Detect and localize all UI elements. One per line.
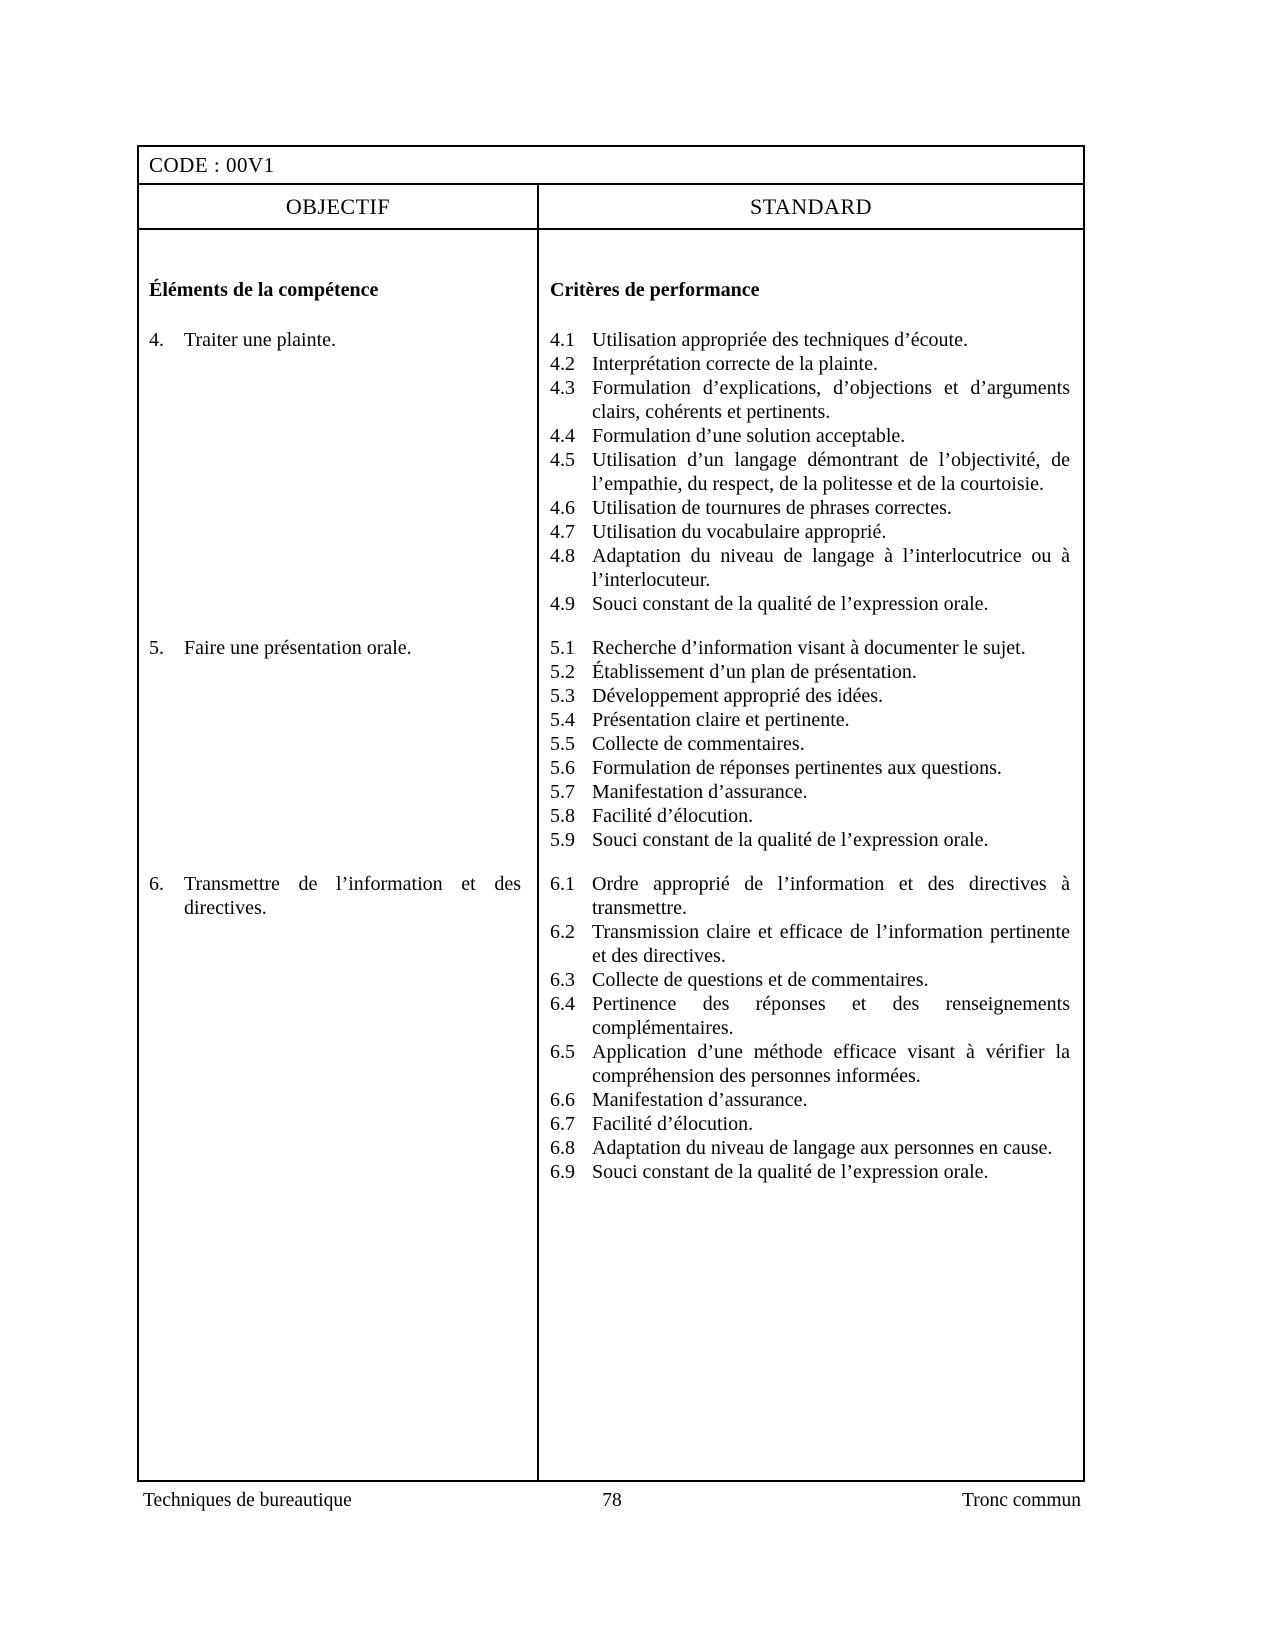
criterion-number: 4.9 [550,593,575,615]
table-header-row [139,185,1083,230]
criteria-cell [539,328,1083,616]
criterion-item [550,376,1070,424]
criterion-item [550,352,1070,376]
criterion-number: 5.1 [550,637,575,659]
criterion-number: 5.2 [550,661,575,683]
criterion-text: Facilité d’élocution. [592,1113,754,1135]
criterion-item [550,592,1070,616]
criteria-cell [539,636,1083,852]
element-cell [139,636,539,852]
criterion-text: Manifestation d’assurance. [592,781,808,803]
criterion-item [550,496,1070,520]
column-header-standard: STANDARD [749,194,873,219]
criterion-item [550,1136,1070,1160]
criterion-text: Application d’une méthode efficace visant à vérifier la compréhension des personnes informées. [592,1041,1070,1087]
criterion-number: 4.6 [550,497,575,519]
criterion-text: Adaptation du niveau de langage aux personnes en cause. [592,1137,1053,1159]
criterion-text: Formulation d’explications, d’objections et d’arguments clairs, cohérents et pertinents. [592,377,1070,423]
criterion-text: Collecte de commentaires. [592,733,805,755]
criterion-text: Facilité d’élocution. [592,805,754,827]
criterion-text: Utilisation du vocabulaire approprié. [592,521,887,543]
criterion-number: 6.6 [550,1089,575,1111]
element-text: Traiter une plainte. [184,329,337,351]
criterion-text: Développement approprié des idées. [592,685,884,707]
elements-heading-cell [139,278,539,308]
criterion-item [550,1160,1070,1184]
competency-table [137,145,1085,1482]
footer-page-number: 78 [602,1490,622,1511]
criterion-text: Présentation claire et pertinente. [592,709,850,731]
criterion-number: 6.1 [550,873,575,895]
criterion-item [550,1088,1070,1112]
criterion-number: 6.4 [550,993,575,1015]
column-header-objectif: OBJECTIF [139,185,539,228]
criterion-item [550,1112,1070,1136]
criterion-item [550,660,1070,684]
criterion-item [550,992,1070,1040]
body-grid [139,278,1083,1184]
criteria-heading-cell [539,278,1083,308]
criterion-number: 5.5 [550,733,575,755]
criterion-number: 5.8 [550,805,575,827]
criterion-item [550,636,1070,660]
criterion-item [550,872,1070,920]
criterion-text: Utilisation de tournures de phrases correctes. [592,497,952,519]
element-cell [139,872,539,1184]
criterion-item [550,448,1070,496]
criterion-text: Collecte de questions et de commentaires. [592,969,929,991]
criterion-number: 4.8 [550,545,575,567]
criterion-item [550,328,1070,352]
criterion-number: 5.9 [550,829,575,851]
criterion-text: Formulation de réponses pertinentes aux questions. [592,757,1002,779]
criterion-text: Formulation d’une solution acceptable. [592,425,906,447]
criterion-number: 5.7 [550,781,575,803]
criteria-heading: Critères de performance [550,279,760,301]
criterion-item [550,732,1070,756]
criterion-number: 4.5 [550,449,575,471]
criterion-text: Interprétation correcte de la plainte. [592,353,878,375]
code-row [139,147,1083,185]
criterion-text: Transmission claire et efficace de l’information pertinente et des directives. [592,921,1070,967]
code-label: CODE : 00V1 [149,153,275,177]
criterion-number: 6.5 [550,1041,575,1063]
criterion-text: Ordre approprié de l’information et des directives à transmettre. [592,873,1070,919]
element-item [149,328,521,352]
element-number: 4. [149,329,164,351]
criterion-number: 6.7 [550,1113,575,1135]
element-item [149,636,521,660]
criterion-number: 6.9 [550,1161,575,1183]
element-cell [139,328,539,616]
criterion-text: Utilisation appropriée des techniques d’écoute. [592,329,968,351]
criterion-number: 6.8 [550,1137,575,1159]
criterion-item [550,920,1070,968]
footer-section-title: Tronc commun [962,1490,1081,1511]
criterion-number: 6.2 [550,921,575,943]
criteria-cell [539,872,1083,1184]
criterion-text: Souci constant de la qualité de l’expression orale. [592,829,989,851]
criterion-text: Adaptation du niveau de langage à l’interlocutrice ou à l’interlocuteur. [592,545,1070,591]
criterion-number: 5.6 [550,757,575,779]
column-divider [537,230,539,1480]
elements-heading: Éléments de la compétence [149,279,379,301]
criterion-number: 4.2 [550,353,575,375]
criterion-item [550,1040,1070,1088]
page-footer [137,1489,1085,1512]
criterion-number: 4.1 [550,329,575,351]
criterion-text: Pertinence des réponses et des renseignements complémentaires. [592,993,1070,1039]
criterion-item [550,684,1070,708]
criterion-item [550,544,1070,592]
criterion-item [550,828,1070,852]
element-item [149,872,521,920]
criterion-item [550,756,1070,780]
criterion-number: 4.7 [550,521,575,543]
criterion-item [550,780,1070,804]
criterion-item [550,804,1070,828]
criterion-text: Établissement d’un plan de présentation. [592,661,917,683]
criterion-text: Souci constant de la qualité de l’expression orale. [592,1161,989,1183]
criterion-number: 5.3 [550,685,575,707]
criterion-text: Utilisation d’un langage démontrant de l’objectivité, de l’empathie, du respect, de la politesse et de la courtoisie. [592,449,1070,495]
criterion-number: 4.4 [550,425,575,447]
table-body [139,230,1083,1480]
criterion-text: Recherche d’information visant à documenter le sujet. [592,637,1026,659]
criterion-item [550,968,1070,992]
footer-document-title: Techniques de bureautique [143,1490,352,1511]
element-number: 5. [149,637,164,659]
criterion-item [550,708,1070,732]
criterion-number: 4.3 [550,377,575,399]
criterion-number: 5.4 [550,709,575,731]
criterion-text: Souci constant de la qualité de l’expression orale. [592,593,989,615]
criterion-item [550,520,1070,544]
criterion-number: 6.3 [550,969,575,991]
element-text: Transmettre de l’information et des directives. [184,873,521,919]
criterion-text: Manifestation d’assurance. [592,1089,808,1111]
element-text: Faire une présentation orale. [184,637,412,659]
criterion-item [550,424,1070,448]
element-number: 6. [149,873,164,895]
